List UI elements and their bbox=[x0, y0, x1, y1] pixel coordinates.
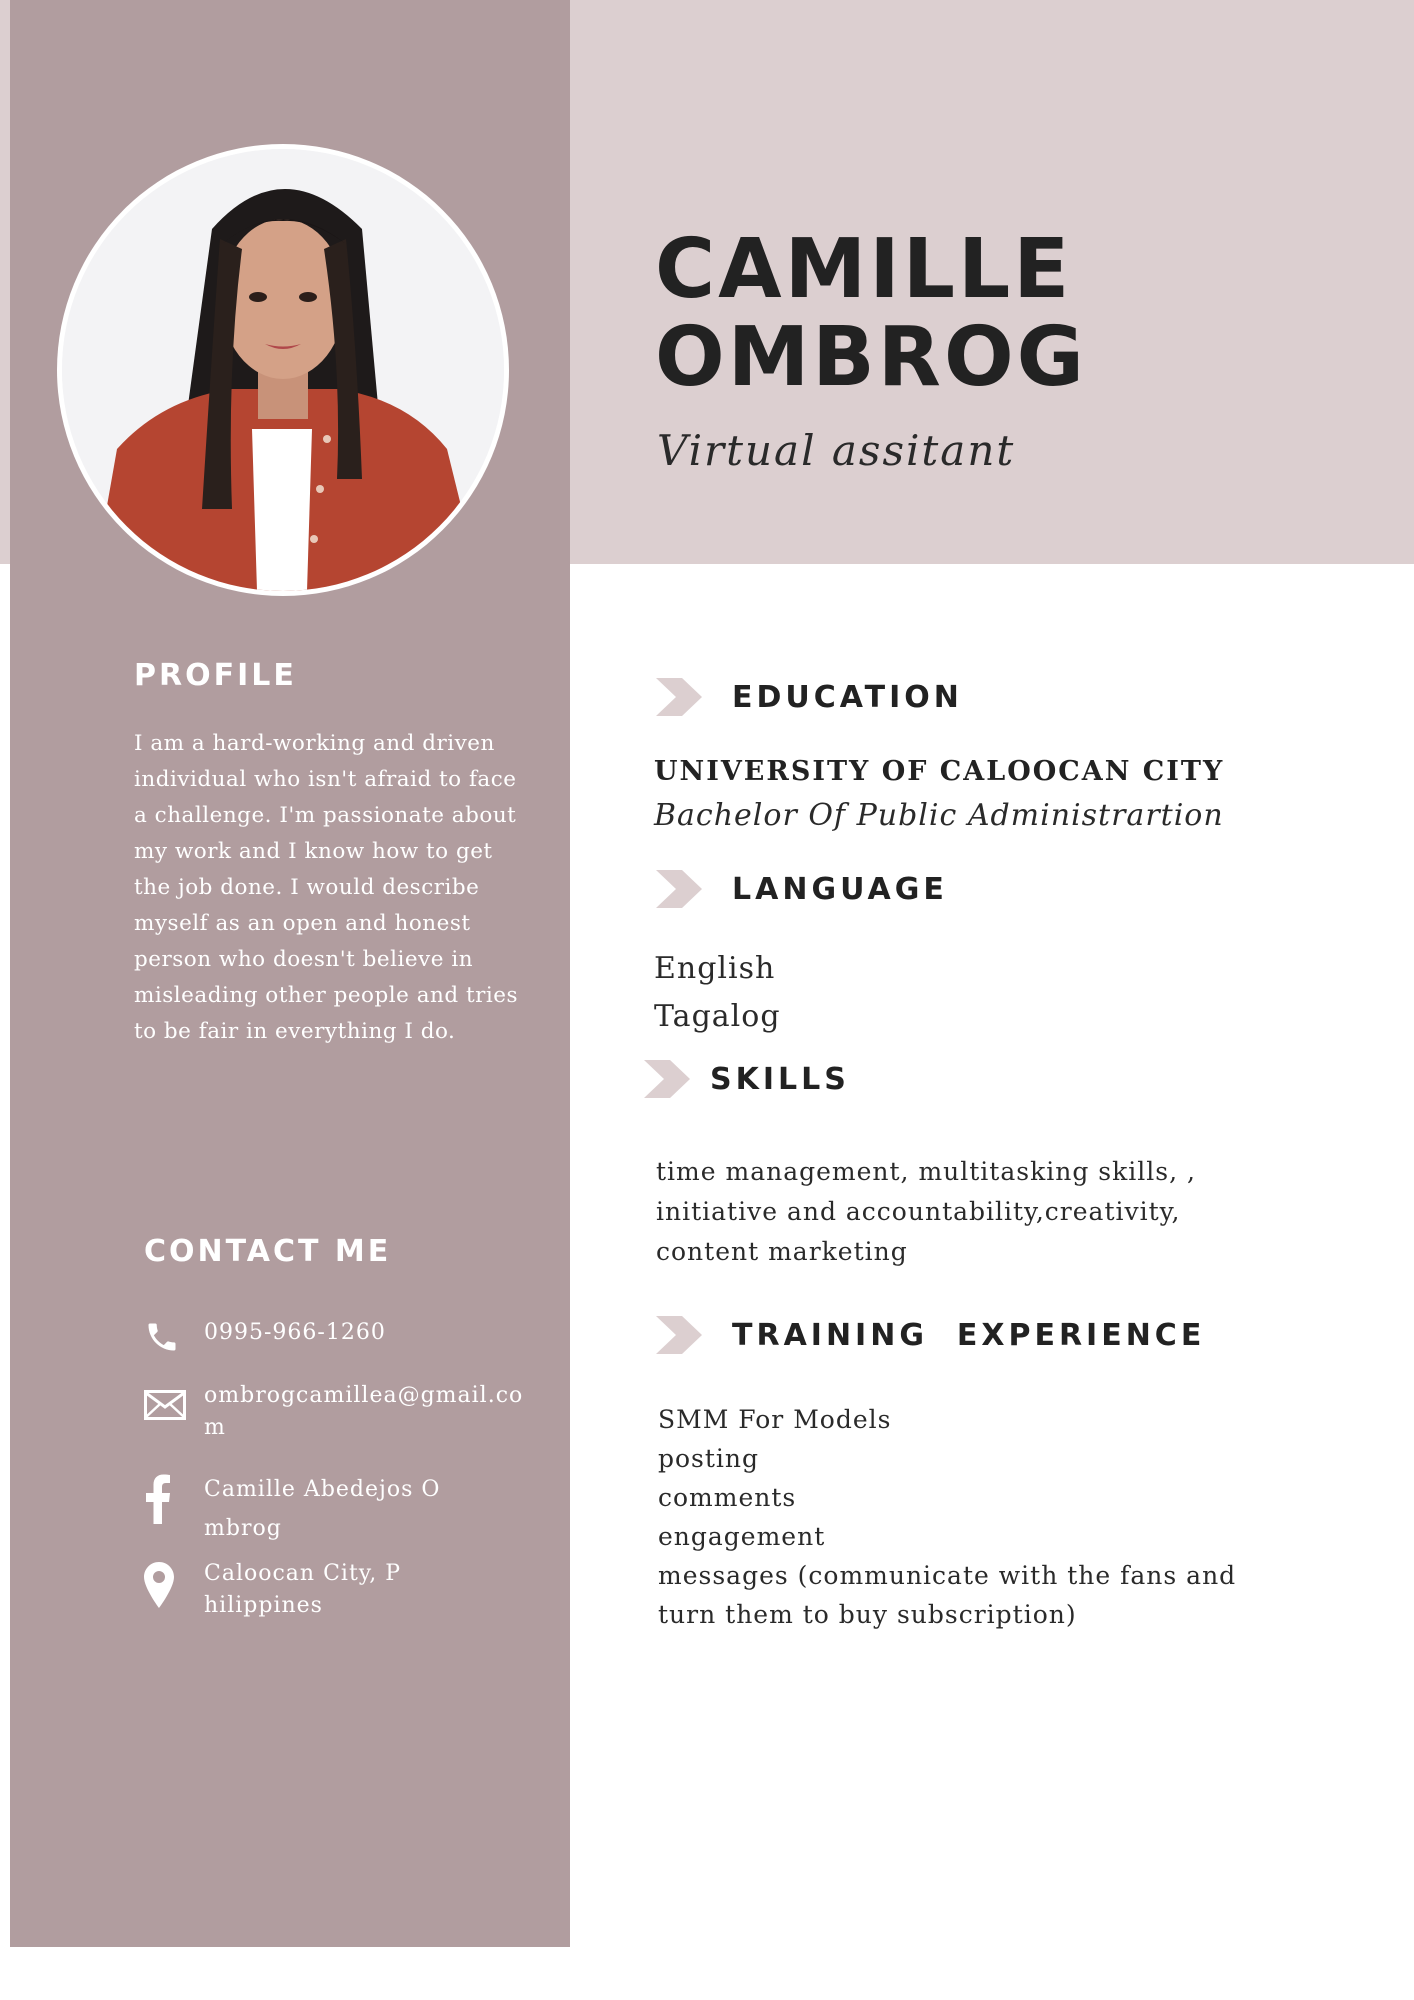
profile-heading: PROFILE bbox=[134, 658, 297, 693]
education-school: UNIVERSITY OF CALOOCAN CITY bbox=[654, 756, 1225, 787]
profile-text: I am a hard-working and driven individual who isn't afraid to face a challenge. I'm passionate about my work and I know how to get the job done. I would describe myself as an open and honest person who doesn't believe in misleading other people and tries to be fair in everything I do. bbox=[134, 731, 519, 1044]
last-name: OMBROG bbox=[655, 310, 1087, 405]
candidate-name bbox=[655, 222, 1087, 405]
chevron-arrow-icon bbox=[656, 870, 704, 908]
chevron-arrow-icon bbox=[644, 1060, 692, 1098]
education-heading-label: EDUCATION bbox=[732, 679, 963, 715]
phone-icon bbox=[144, 1319, 180, 1355]
language-item: Tagalog bbox=[654, 999, 781, 1034]
training-item: posting bbox=[658, 1444, 760, 1473]
facebook-icon bbox=[144, 1474, 172, 1524]
facebook-name[interactable]: Camille Abedejos Ombrog bbox=[204, 1477, 441, 1541]
profile-photo bbox=[62, 149, 504, 591]
language-heading bbox=[656, 870, 948, 908]
education-heading bbox=[656, 678, 963, 716]
contact-location bbox=[144, 1558, 404, 1622]
first-name: CAMILLE bbox=[655, 222, 1073, 317]
skills-text: time management, multitasking skills, , initiative and accountability,creativity, content marketing bbox=[656, 1157, 1196, 1266]
chevron-arrow-icon bbox=[656, 1316, 704, 1354]
skills-heading-label: SKILLS bbox=[710, 1061, 850, 1097]
chevron-arrow-icon bbox=[656, 678, 704, 716]
training-heading bbox=[656, 1316, 1205, 1354]
contact-heading: CONTACT ME bbox=[144, 1234, 392, 1269]
job-title: Virtual assitant bbox=[657, 426, 1016, 475]
location-text: Caloocan City, Philippines bbox=[204, 1561, 402, 1618]
profile-photo-frame bbox=[57, 144, 509, 596]
location-pin-icon bbox=[144, 1562, 174, 1608]
language-heading-label: LANGUAGE bbox=[732, 871, 948, 907]
contact-phone bbox=[144, 1317, 534, 1355]
training-heading-label: TRAINING EXPERIENCE bbox=[732, 1317, 1206, 1353]
education-degree: Bachelor Of Public Administrartion bbox=[654, 798, 1224, 833]
training-item: engagement bbox=[658, 1522, 826, 1551]
contact-facebook bbox=[144, 1470, 454, 1548]
training-item: comments bbox=[658, 1483, 797, 1512]
training-list bbox=[658, 1400, 1258, 1634]
mail-icon bbox=[144, 1390, 186, 1420]
language-item: English bbox=[654, 951, 776, 986]
email-address[interactable]: ombrogcamillea@gmail.com bbox=[204, 1383, 524, 1440]
language-list bbox=[654, 945, 781, 1041]
portrait-illustration bbox=[62, 149, 504, 591]
skills-heading bbox=[644, 1060, 850, 1098]
training-item: SMM For Models bbox=[658, 1405, 892, 1434]
contact-email bbox=[144, 1380, 539, 1444]
phone-number[interactable]: 0995-966-1260 bbox=[204, 1320, 386, 1345]
training-item: messages (communicate with the fans and turn them to buy subscription) bbox=[658, 1561, 1237, 1629]
